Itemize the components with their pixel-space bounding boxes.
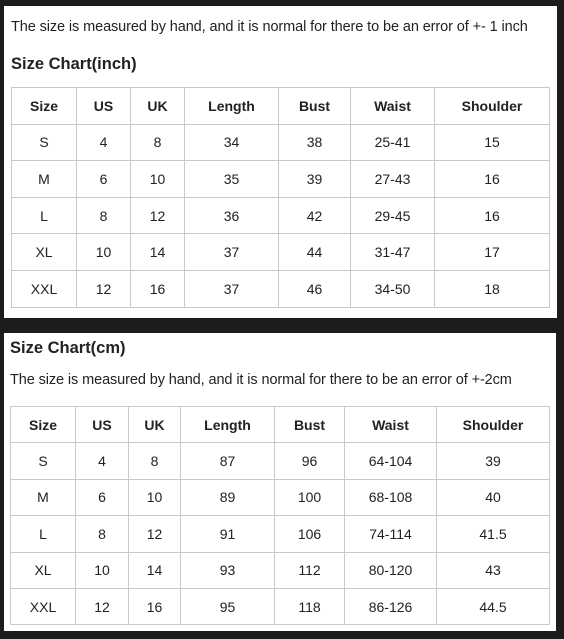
table-cell: M xyxy=(11,479,76,515)
table-cell: 4 xyxy=(76,443,129,479)
table-cell: 14 xyxy=(131,234,185,271)
table-header-row xyxy=(11,407,550,443)
table-cell: 91 xyxy=(181,516,275,552)
table-cell: 8 xyxy=(129,443,181,479)
table-cell: 93 xyxy=(181,552,275,588)
table-row xyxy=(11,516,550,552)
table-cell: 17 xyxy=(435,234,550,271)
header-cell: US xyxy=(76,407,129,443)
table-cell: 74-114 xyxy=(345,516,437,552)
table-cell: 86-126 xyxy=(345,588,437,624)
header-cell: Shoulder xyxy=(435,88,550,125)
table-cell: 39 xyxy=(437,443,550,479)
table-cell: 8 xyxy=(131,124,185,161)
table-cell: 40 xyxy=(437,479,550,515)
table-cell: 41.5 xyxy=(437,516,550,552)
table-cell: 12 xyxy=(129,516,181,552)
table-cell: 12 xyxy=(131,197,185,234)
table-cell: 10 xyxy=(76,552,129,588)
table-cell: XL xyxy=(12,234,77,271)
table-cell: 16 xyxy=(131,270,185,307)
header-cell: UK xyxy=(129,407,181,443)
table-row xyxy=(12,234,550,271)
table-cell: 27-43 xyxy=(351,161,435,198)
table-cell: 44 xyxy=(279,234,351,271)
table-cell: 38 xyxy=(279,124,351,161)
table-cell: 95 xyxy=(181,588,275,624)
table-cell: XXL xyxy=(11,588,76,624)
table-cell: 64-104 xyxy=(345,443,437,479)
table-cell: 96 xyxy=(275,443,345,479)
header-cell: Length xyxy=(185,88,279,125)
table-cell: 16 xyxy=(435,197,550,234)
table-cell: 8 xyxy=(77,197,131,234)
table-cell: 25-41 xyxy=(351,124,435,161)
table-row xyxy=(11,552,550,588)
table-cell: 15 xyxy=(435,124,550,161)
table-cell: L xyxy=(11,516,76,552)
size-chart-inch-panel xyxy=(4,6,557,318)
table-cell: S xyxy=(12,124,77,161)
table-cell: 87 xyxy=(181,443,275,479)
table-row xyxy=(11,479,550,515)
header-cell: Waist xyxy=(351,88,435,125)
table-cell: 100 xyxy=(275,479,345,515)
table-cell: 10 xyxy=(129,479,181,515)
header-cell: Length xyxy=(181,407,275,443)
table-cell: 8 xyxy=(76,516,129,552)
header-cell: Size xyxy=(11,407,76,443)
table-cell: 68-108 xyxy=(345,479,437,515)
table-cell: 10 xyxy=(77,234,131,271)
table-cell: M xyxy=(12,161,77,198)
table-cell: 35 xyxy=(185,161,279,198)
table-cell: L xyxy=(12,197,77,234)
header-cell: Shoulder xyxy=(437,407,550,443)
table-cell: 112 xyxy=(275,552,345,588)
table-cell: 12 xyxy=(76,588,129,624)
table-cell: 106 xyxy=(275,516,345,552)
header-cell: US xyxy=(77,88,131,125)
measurement-note: The size is measured by hand, and it is normal for there to be an error of +- 1 inch xyxy=(11,19,528,35)
size-chart-title: Size Chart(inch) xyxy=(11,55,137,73)
table-row xyxy=(12,270,550,307)
table-cell: 36 xyxy=(185,197,279,234)
table-cell: 44.5 xyxy=(437,588,550,624)
header-cell: Bust xyxy=(279,88,351,125)
table-row xyxy=(12,124,550,161)
size-chart-cm-panel xyxy=(4,333,556,631)
size-table-cm xyxy=(10,406,550,625)
table-cell: 80-120 xyxy=(345,552,437,588)
table-cell: 6 xyxy=(77,161,131,198)
table-row xyxy=(11,588,550,624)
table-cell: 29-45 xyxy=(351,197,435,234)
size-chart-title: Size Chart(cm) xyxy=(10,339,126,357)
table-cell: 118 xyxy=(275,588,345,624)
table-cell: 39 xyxy=(279,161,351,198)
table-cell: 10 xyxy=(131,161,185,198)
table-cell: 16 xyxy=(435,161,550,198)
table-cell: XL xyxy=(11,552,76,588)
header-cell: UK xyxy=(131,88,185,125)
table-cell: 4 xyxy=(77,124,131,161)
table-cell: 6 xyxy=(76,479,129,515)
table-cell: S xyxy=(11,443,76,479)
table-cell: 14 xyxy=(129,552,181,588)
header-cell: Size xyxy=(12,88,77,125)
table-cell: 18 xyxy=(435,270,550,307)
measurement-note: The size is measured by hand, and it is normal for there to be an error of +-2cm xyxy=(10,372,512,388)
table-cell: 37 xyxy=(185,270,279,307)
table-cell: 37 xyxy=(185,234,279,271)
table-row xyxy=(11,443,550,479)
table-cell: XXL xyxy=(12,270,77,307)
table-cell: 43 xyxy=(437,552,550,588)
table-cell: 46 xyxy=(279,270,351,307)
table-header-row xyxy=(12,88,550,125)
table-row xyxy=(12,161,550,198)
table-cell: 12 xyxy=(77,270,131,307)
size-table-inch xyxy=(11,87,550,308)
table-cell: 16 xyxy=(129,588,181,624)
table-cell: 34 xyxy=(185,124,279,161)
table-cell: 34-50 xyxy=(351,270,435,307)
table-cell: 89 xyxy=(181,479,275,515)
header-cell: Waist xyxy=(345,407,437,443)
table-cell: 42 xyxy=(279,197,351,234)
table-row xyxy=(12,197,550,234)
header-cell: Bust xyxy=(275,407,345,443)
table-cell: 31-47 xyxy=(351,234,435,271)
